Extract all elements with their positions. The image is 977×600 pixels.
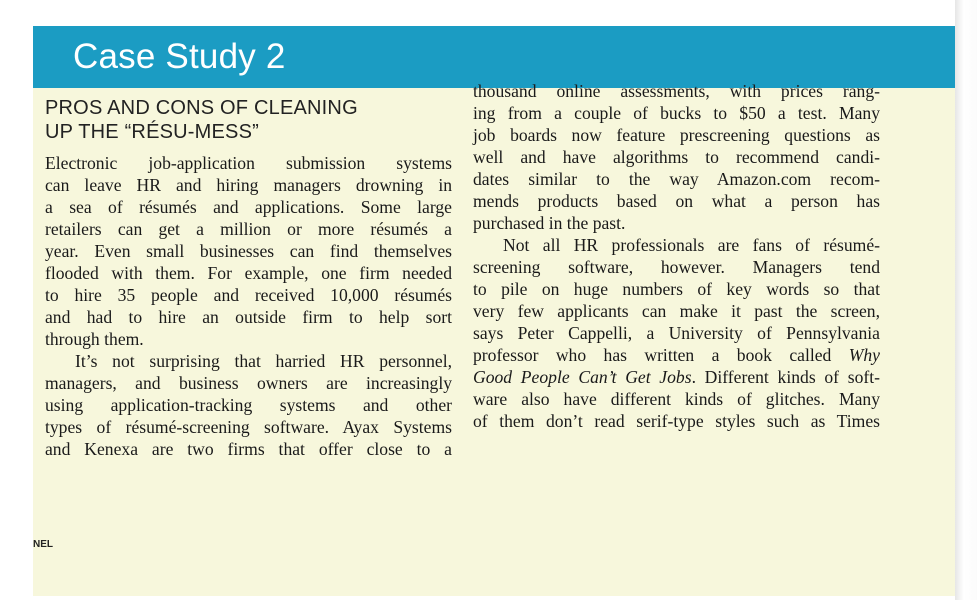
text-line	[473, 300, 880, 322]
text-run: flooded with them. For example, one firm needed	[45, 263, 452, 283]
text-line	[473, 256, 880, 278]
text-line	[473, 278, 880, 300]
text-run: dates similar to the way Amazon.com recom-	[473, 169, 880, 189]
text-line	[473, 80, 880, 102]
text-run: Electronic job-application submission systems	[45, 153, 452, 173]
text-run: purchased in the past.	[473, 213, 626, 233]
text-run: says Peter Cappelli, a University of Pennsylvania	[473, 323, 880, 343]
text-line	[45, 240, 452, 262]
text-line	[45, 328, 452, 350]
text-run: a sea of résumés and applications. Some large	[45, 197, 452, 217]
text-line	[45, 196, 452, 218]
publisher-mark: NEL	[33, 539, 53, 550]
text-line	[45, 350, 452, 372]
text-run: screening software, however. Managers tend	[473, 257, 880, 277]
text-run: . Different kinds of soft-	[691, 367, 880, 387]
text-run: professor who has written a book called	[473, 345, 832, 365]
right-column	[473, 80, 880, 432]
case-study-banner	[33, 26, 955, 88]
text-line	[45, 438, 452, 460]
left-body-text	[45, 152, 452, 460]
text-line	[473, 168, 880, 190]
text-run: to hire 35 people and received 10,000 résumés	[45, 285, 452, 305]
heading-line: PROS AND CONS OF CLEANING	[45, 97, 358, 119]
text-run: can leave HR and hiring managers drowning in	[45, 175, 452, 195]
text-line	[473, 146, 880, 168]
heading-line: UP THE “RÉSU-MESS”	[45, 121, 260, 143]
text-line	[45, 372, 452, 394]
text-run: very few applicants can make it past the screen,	[473, 301, 880, 321]
text-run: and Kenexa are two firms that offer close to a	[45, 439, 452, 459]
text-line	[45, 262, 452, 284]
text-run: through them.	[45, 329, 144, 349]
text-line	[45, 174, 452, 196]
text-line	[473, 212, 880, 234]
text-run: ware also have different kinds of glitches. Many	[473, 389, 880, 409]
text-run: Not all HR professionals are fans of résumé-	[503, 235, 880, 255]
book-title: Good People Can’t Get Jobs	[473, 367, 692, 387]
text-line	[473, 344, 880, 366]
text-run: managers, and business owners are increasingly	[45, 373, 452, 393]
text-line	[473, 322, 880, 344]
text-run: well and have algorithms to recommend candi-	[473, 147, 880, 167]
text-run: of them don’t read serif-type styles such as Times	[473, 411, 880, 431]
right-body-text	[473, 80, 880, 432]
text-run: job boards now feature prescreening questions as	[473, 125, 880, 145]
text-line	[473, 190, 880, 212]
text-line	[473, 102, 880, 124]
text-line	[45, 218, 452, 240]
text-run: mends products based on what a person has	[473, 191, 880, 211]
article-heading	[45, 96, 452, 144]
text-line	[473, 234, 880, 256]
left-column	[45, 97, 452, 460]
page-edge	[955, 0, 977, 600]
text-run: to pile on huge numbers of key words so that	[473, 279, 880, 299]
text-run: thousand online assessments, with prices rang-	[473, 81, 880, 101]
text-run: retailers can get a million or more résumés a	[45, 219, 452, 239]
text-run: and had to hire an outside firm to help sort	[45, 307, 452, 327]
text-line	[473, 388, 880, 410]
banner-title: Case Study 2	[73, 37, 286, 76]
text-run: using application-tracking systems and other	[45, 395, 452, 415]
text-line	[473, 366, 880, 388]
text-run: types of résumé-screening software. Ayax Systems	[45, 417, 452, 437]
text-line	[45, 284, 452, 306]
text-line	[473, 410, 880, 432]
text-line	[45, 416, 452, 438]
text-run: year. Even small businesses can find themselves	[45, 241, 452, 261]
text-line	[45, 152, 452, 174]
text-line	[473, 124, 880, 146]
text-line	[45, 394, 452, 416]
text-run: ing from a couple of bucks to $50 a test. Many	[473, 103, 880, 123]
text-run: It’s not surprising that harried HR personnel,	[75, 351, 452, 371]
text-line	[45, 306, 452, 328]
book-title: Why	[848, 345, 880, 365]
